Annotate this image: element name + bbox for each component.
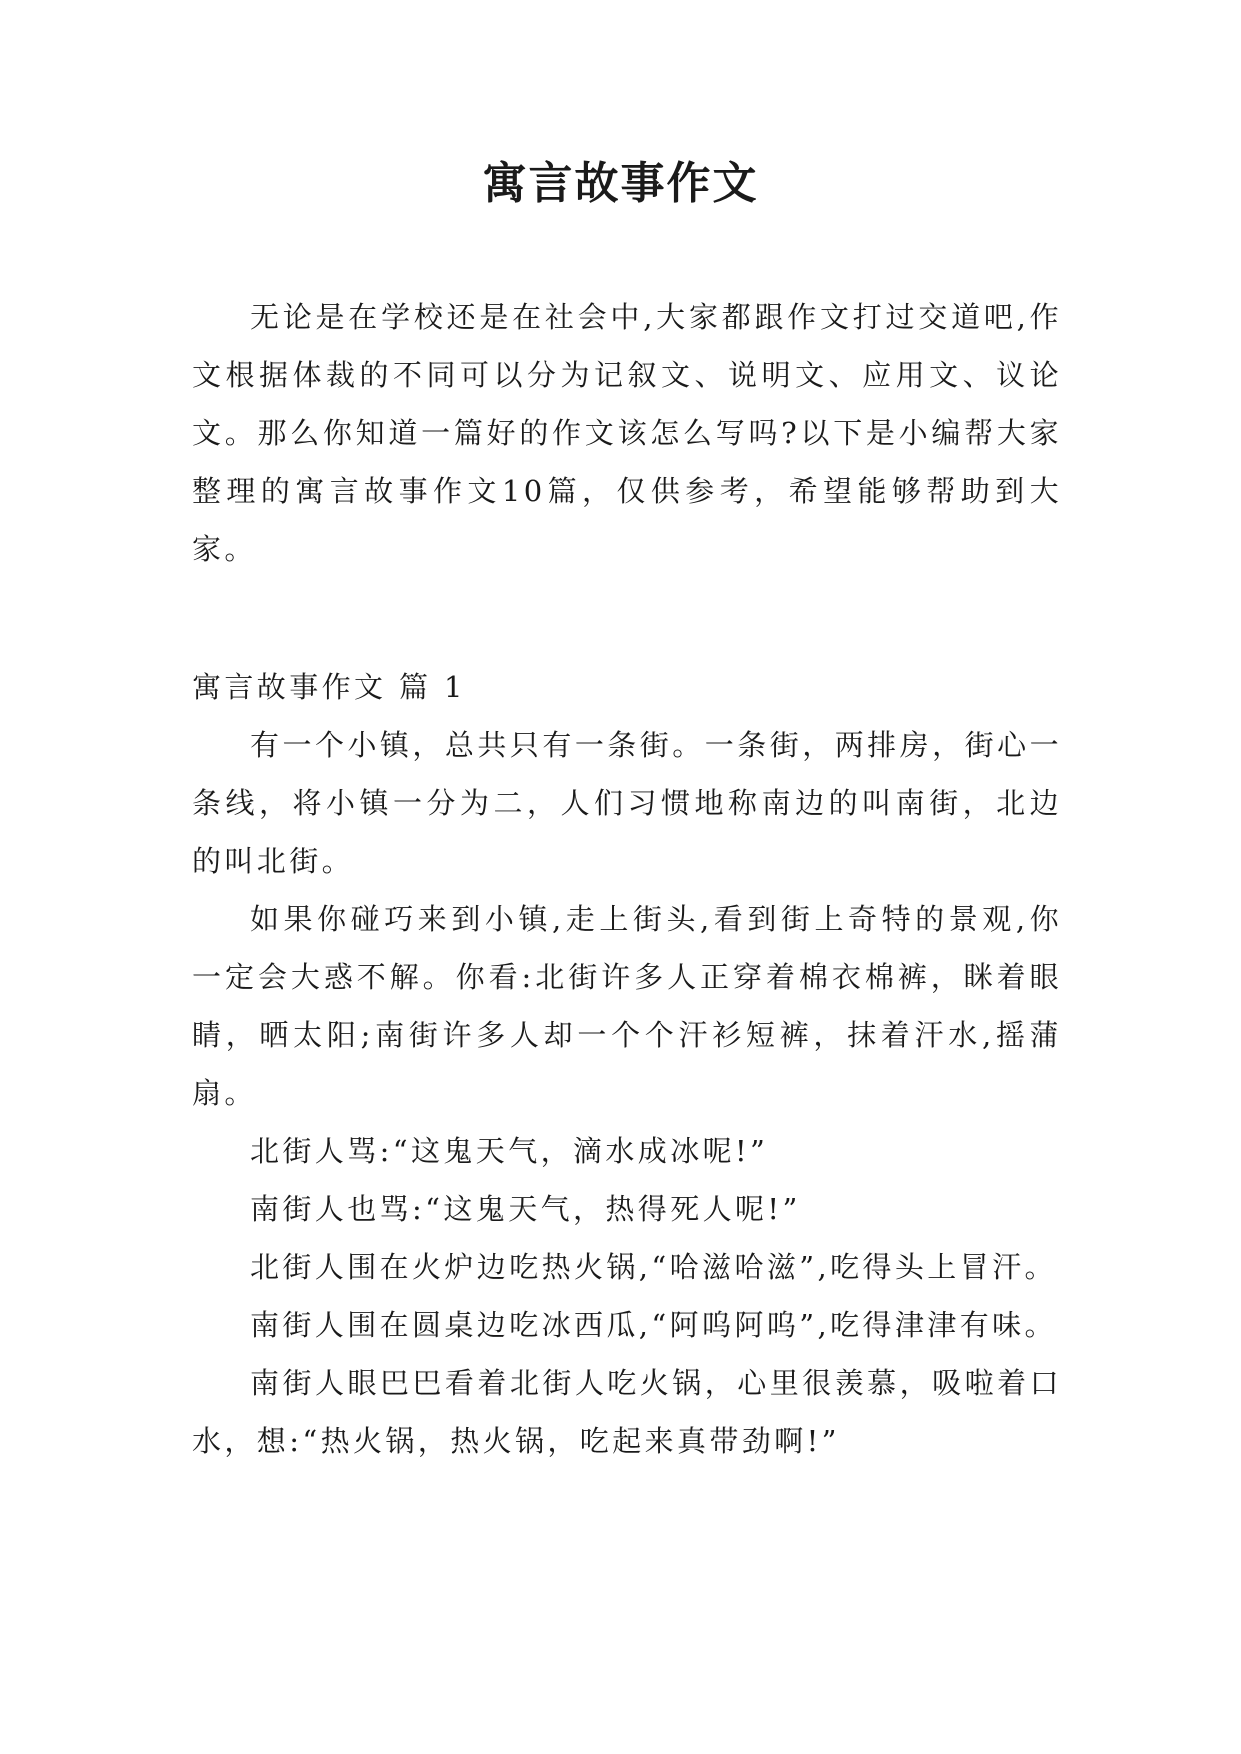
section-heading: 寓言故事作文 篇 1: [192, 670, 466, 704]
story-paragraph: 南街人也骂:“这鬼天气，热得死人呢!”: [250, 1192, 801, 1226]
story-paragraph: 南街人眼巴巴看着北街人吃火锅，心里很羡慕，吸啦着口水，想:“热火锅，热火锅，吃起来真带劲啊!”: [192, 1366, 1062, 1458]
story-paragraph: 北街人围在火炉边吃热火锅,“哈滋哈滋”,吃得头上冒汗。: [250, 1250, 1057, 1284]
story-paragraph: 如果你碰巧来到小镇,走上街头,看到街上奇特的景观,你一定会大惑不解。你看:北街许多人正穿着棉衣棉裤，眯着眼睛，晒太阳;南街许多人却一个个汗衫短裤，抹着汗水,摇蒲扇。: [192, 902, 1062, 1110]
story-paragraph: 北街人骂:“这鬼天气，滴水成冰呢!”: [250, 1134, 769, 1168]
intro-paragraph: 无论是在学校还是在社会中,大家都跟作文打过交道吧,作文根据体裁的不同可以分为记叙文、说明文、应用文、议论文。那么你知道一篇好的作文该怎么写吗?以下是小编帮大家整理的寓言故事作文10篇，仅供参考，希望能够帮助到大家。: [192, 300, 1062, 566]
document-title: 寓言故事作文: [482, 158, 759, 209]
story-paragraph: 有一个小镇，总共只有一条街。一条街，两排房，街心一条线，将小镇一分为二，人们习惯地称南边的叫南街，北边的叫北街。: [192, 728, 1062, 878]
document-body: [192, 288, 1062, 1470]
story-paragraph: 南街人围在圆桌边吃冰西瓜,“阿呜阿呜”,吃得津津有味。: [250, 1308, 1057, 1342]
